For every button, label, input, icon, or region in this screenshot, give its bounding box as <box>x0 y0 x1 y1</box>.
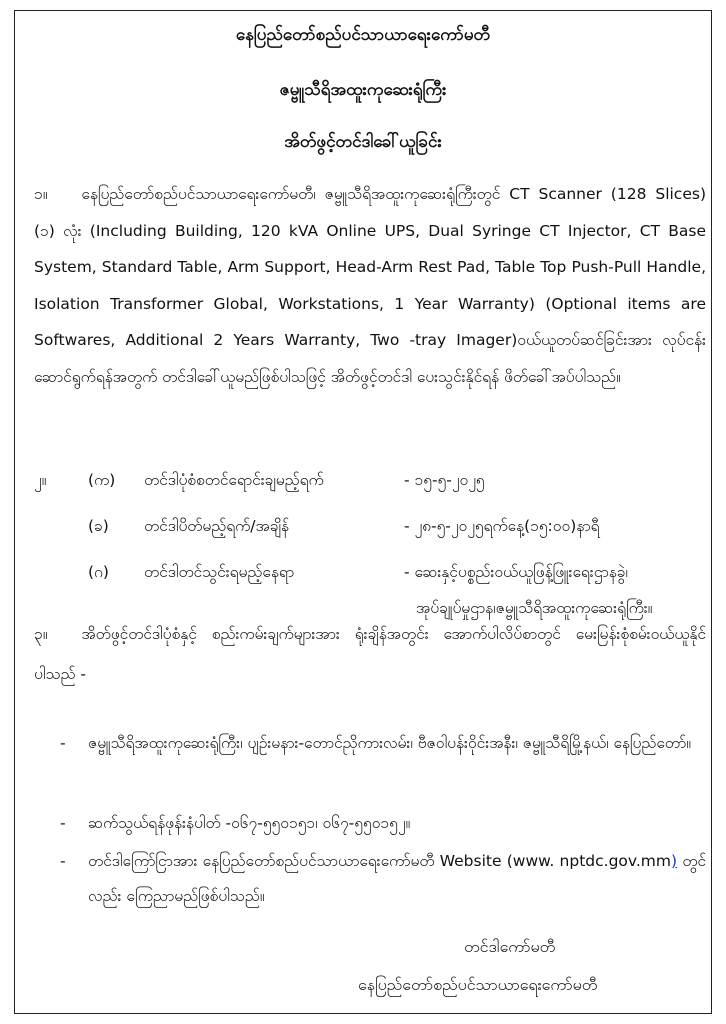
item-ka-value: - ၁၅-၅-၂၀၂၅ <box>404 471 485 489</box>
bullet-1-text: ဇမ္ဗူသီရိအထူးကုဆေးရုံကြီး၊ ပျဉ်းမနား-တောင်ညိုကားလမ်း၊ ဗီဇဝါပန်းဝိုင်းအနီး၊ ဇမ္ဗူသီရိမြို့နယ်၊ နေပြည်တော်။ <box>88 734 691 752</box>
bullet-2-dash: - <box>60 814 66 832</box>
item-kha-label: တင်ဒါပိတ်မည့်ရက်/အချိန် <box>144 517 289 535</box>
bullet-3-text-a: တင်ဒါကြော်ငြာအား နေပြည်တော်စည်ပင်သာယာရေးကော်မတီ Website (www. nptdc.gov.mm <box>88 852 672 870</box>
section-3-paragraph <box>34 614 706 694</box>
item-ga-label: တင်ဒါတင်သွင်းရမည့်နေရာ <box>144 563 295 581</box>
section-3-text: အိတ်ဖွင့်တင်ဒါပုံစံနှင့် စည်းကမ်းချက်များအား ရုံးချိန်အတွင်း အောက်ပါလိပ်စာတွင် မေးမြန်းစုံစမ်းဝယ်ယူနိုင်ပါသည် - <box>34 625 706 683</box>
bullet-3-dash: - <box>60 852 66 870</box>
bullet-2-text: ဆက်သွယ်ရန်ဖုန်းနံပါတ် -၀၆၇-၅၅၀၁၅၁၊ ၀၆၇-၅၅၀၁၅၂။ <box>88 814 411 832</box>
header-title-3: အိတ်ဖွင့်တင်ဒါခေါ်ယူခြင်း <box>284 132 442 152</box>
item-ga-value: - ဆေးနှင့်ပစ္စည်းဝယ်ယူဖြန့်ဖြူးရေးဌာနခွဲ၊ <box>404 563 628 581</box>
bullet-3-text <box>88 844 706 914</box>
bullet-1-dash: - <box>60 734 66 752</box>
header-title-1: နေပြည်တော်စည်ပင်သာယာရေးကော်မတီ <box>235 25 491 45</box>
item-ga-value-2: အုပ်ချုပ်မှုဌာန၊ဇမ္ဗူသီရိအထူးကုဆေးရုံကြီး။ <box>416 599 653 617</box>
item-ga-marker: (ဂ) <box>88 563 109 581</box>
bullet-3-text-b: တွင်လည်း ကြေညာမည်ဖြစ်ပါသည်။ <box>88 852 707 905</box>
header-title-2: ဇမ္ဗူသီရိအထူးကုဆေးရုံကြီး <box>279 80 447 100</box>
signature-organization: နေပြည်တော်စည်ပင်သာယာရေးကော်မတီ <box>358 975 598 994</box>
section-1-number: ၁။ <box>34 185 48 203</box>
item-ka-label: တင်ဒါပုံစံစတင်ရောင်းချမည့်ရက် <box>144 471 324 489</box>
section-1-text: နေပြည်တော်စည်ပင်သာယာရေးကော်မတီ၊ ဇမ္ဗူသီရိအထူးကုဆေးရုံကြီးတွင် CT Scanner (128 Slices) (၁) လုံး (Including Building, 120 kVA Online UPS, Dual Syringe CT Injector, CT Base System, Standard Table, Arm Support, Head-Arm Rest Pad, Table Top Push-Pull Handle, Isolation Transformer Global, Workstations, 1 Year Warranty) (Optional items are Softwares, Additional 2 Years Warranty, Two -tray Imager)ဝယ်ယူတပ်ဆင်ခြင်းအား လုပ်ငန်းဆောင်ရွက်ရန်အတွက် တင်ဒါခေါ်ယူမည်ဖြစ်ပါသဖြင့် အိတ်ဖွင့်တင်ဒါ ပေးသွင်းနိုင်ရန် ဖိတ်ခေါ်အပ်ပါသည်။ <box>34 185 706 386</box>
item-kha-marker: (ခ) <box>88 517 109 535</box>
signature-committee: တင်ဒါကော်မတီ <box>464 937 556 956</box>
website-link[interactable]: ) <box>671 852 678 870</box>
item-kha-value: - ၂၈-၅-၂၀၂၅ရက်နေ့(၁၅:၀၀)နာရီ <box>404 517 600 535</box>
section-3-number: ၃။ <box>34 625 48 643</box>
section-1-paragraph <box>34 176 706 395</box>
item-ka-marker: (က) <box>88 471 116 489</box>
section-2-number: ၂။ <box>34 471 47 489</box>
